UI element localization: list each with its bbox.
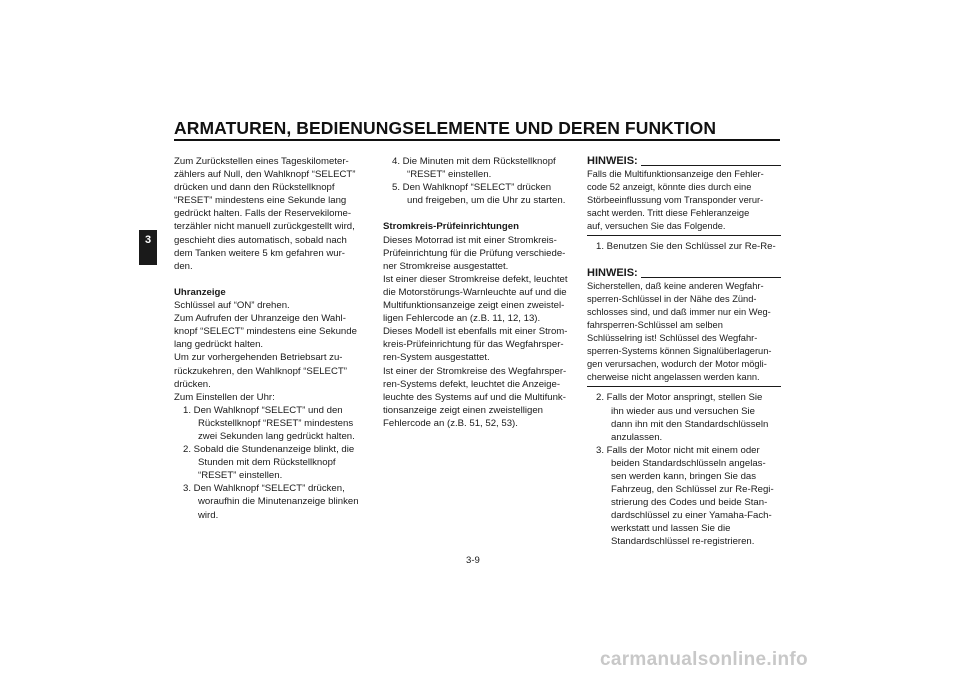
step-number: 4.: [392, 156, 403, 167]
note-heading: [587, 267, 781, 280]
step-first-line: [587, 391, 781, 404]
section-heading: Uhranzeige: [174, 286, 226, 298]
paragraph-line: geschieht dies automatisch, sobald nach: [174, 234, 347, 246]
step-number: 3.: [183, 483, 194, 495]
spacer: [587, 254, 781, 267]
title-rule: [174, 139, 780, 141]
watermark: carmanualsonline.info: [600, 649, 808, 670]
note-line: sacht werden. Tritt diese Fehleranzeige: [587, 208, 750, 219]
chapter-tab: 3: [139, 230, 157, 265]
step-text-line: dann ihn mit den Standardschlüsseln: [611, 418, 769, 430]
page-title: ARMATUREN, BEDIENUNGSELEMENTE UND DEREN FUNKTION: [174, 118, 717, 138]
paragraph-line: Fehlercode an (z.B. 51, 52, 53).: [383, 417, 518, 429]
section-heading: Stromkreis-Prüfeinrichtungen: [383, 221, 519, 233]
step-first-line: [383, 155, 578, 168]
step-number: 2.: [183, 444, 194, 456]
paragraph-line: kreis-Prüfeinrichtung für das Wegfahrsper-: [383, 339, 564, 351]
step-text-line: Standardschlüssel re-registrieren.: [611, 536, 755, 548]
step-text-line: dardschlüssel zu einer Yamaha-Fach-: [611, 510, 772, 522]
step-text-line: “RESET” einstellen.: [198, 470, 283, 482]
step-first-line: [174, 404, 369, 417]
note-end-rule: [587, 386, 781, 387]
note-line: Falls die Multifunktionsanzeige den Fehler-: [587, 169, 764, 179]
step-text-line: anzulassen.: [611, 431, 663, 443]
step-text-line: beiden Standardschlüsseln angelas-: [611, 457, 766, 469]
note-body: [587, 280, 781, 385]
step-text: Die Minuten mit dem Rückstellknopf: [402, 156, 556, 167]
note-end-rule: [587, 235, 781, 236]
step-text-line: wird.: [198, 509, 219, 521]
step-first-line: [174, 482, 369, 495]
note-line: sperren-Schlüssel in der Nähe des Zünd-: [587, 293, 757, 304]
paragraph-line: die Motorstörungs-Warnleuchte auf und die: [383, 286, 567, 298]
paragraph-line: Ist einer der Stromkreise des Wegfahrsper-: [383, 365, 567, 377]
paragraph-line: gedrückt halten. Falls der Reservekilome-: [174, 208, 352, 220]
step-number: 3.: [596, 444, 607, 456]
paragraph-line: drücken und dann den Rückstellknopf: [174, 182, 335, 194]
paragraph-line: Ist einer dieser Stromkreise defekt, leuchtet: [383, 273, 568, 285]
paragraph-line: drücken.: [174, 378, 211, 390]
step-text-line: strierung des Codes und beide Stan-: [611, 497, 768, 509]
paragraph-line: Prüfeinrichtung für die Prüfung verschiede-: [383, 247, 566, 259]
step-text-line: Stunden mit dem Rückstellknopf: [198, 457, 336, 469]
step-text: Den Wahlknopf “SELECT” drücken,: [193, 483, 345, 495]
paragraph-line: zählers auf Null, den Wahlknopf “SELECT”: [174, 169, 356, 181]
step-first-line: [587, 444, 781, 457]
column-3: [587, 155, 781, 549]
step-text: Den Wahlknopf “SELECT” drücken: [402, 182, 552, 194]
paragraph-line: Zum Aufrufen der Uhranzeige den Wahl-: [174, 313, 346, 325]
note-line: gen verursachen, wodurch der Motor mögli-: [587, 359, 767, 370]
step-text: Falls der Motor nicht mit einem oder: [606, 444, 760, 456]
note-line: cherweise nicht angelassen werden kann.: [587, 372, 760, 383]
paragraph-line: Dieses Motorrad ist mit einer Stromkreis-: [383, 234, 557, 246]
note-line: schlosses sind, und daß immer nur ein Weg-: [587, 306, 771, 317]
step-text-line: Fahrzeug, den Schlüssel zur Re-Regi-: [611, 484, 774, 496]
note-heading-rule: [641, 165, 781, 166]
paragraph-line: Um zur vorhergehenden Betriebsart zu-: [174, 352, 343, 364]
paragraph-line: Schlüssel auf “ON” drehen.: [174, 300, 290, 312]
step-text-line: woraufhin die Minutenanzeige blinken: [198, 496, 359, 508]
paragraph-line: leuchte des Systems auf und die Multifunk-: [383, 391, 566, 403]
column-1: [174, 155, 369, 522]
step-first-line: [383, 181, 578, 194]
step-number: 1.: [183, 404, 194, 416]
step-text: Sobald die Stundenanzeige blinkt, die: [193, 444, 355, 456]
note-line: Sicherstellen, daß keine anderen Wegfahr-: [587, 280, 764, 291]
step-text: Falls der Motor anspringt, stellen Sie: [606, 392, 763, 404]
note-heading-rule: [641, 277, 781, 278]
paragraph-line: dem Tanken weitere 5 km gefahren wur-: [174, 247, 345, 259]
note-body: [587, 168, 781, 233]
note-label: HINWEIS:: [587, 154, 638, 167]
step-first-line: [174, 443, 369, 456]
paragraph-line: tionsanzeige zeigt einen zweistelligen: [383, 404, 543, 416]
step-text-line: ihn wieder aus und versuchen Sie: [611, 405, 755, 417]
paragraph-line: Zum Zurückstellen eines Tageskilometer-: [174, 156, 349, 167]
step-number: 5.: [392, 182, 403, 194]
paragraph-line: Zum Einstellen der Uhr:: [174, 391, 275, 403]
spacer: [383, 207, 578, 220]
paragraph-line: ligen Fehlercode an (z.B. 11, 12, 13).: [383, 313, 541, 325]
step-text-line: “RESET” einstellen.: [407, 169, 492, 181]
paragraph-line: lang gedrückt halten.: [174, 339, 264, 351]
paragraph-line: terzähler nicht manuell zurückgestellt wird,: [174, 221, 355, 233]
note-line: auf, versuchen Sie das Folgende.: [587, 221, 726, 232]
step-number: 1.: [596, 241, 607, 253]
paragraph-line: ren-System ausgestattet.: [383, 352, 490, 364]
paragraph-line: Dieses Modell ist ebenfalls mit einer Strom-: [383, 326, 568, 338]
paragraph-line: ren-Systems defekt, leuchtet die Anzeige-: [383, 378, 561, 390]
step-text: Den Wahlknopf “SELECT” und den: [193, 404, 343, 416]
step-first-line: [587, 240, 781, 253]
note-line: fahrsperren-Schlüssel am selben: [587, 319, 723, 330]
note-line: Schlüsselring ist! Schlüssel des Wegfahr-: [587, 333, 758, 344]
paragraph-line: “RESET” mindestens eine Sekunde lang: [174, 195, 347, 207]
step-text-line: sen werden kann, bringen Sie das: [611, 470, 757, 482]
column-2: [383, 155, 578, 430]
paragraph-line: den.: [174, 260, 193, 272]
note-label: HINWEIS:: [587, 266, 638, 279]
note-line: sperren-Systems können Signalüberlagerun-: [587, 346, 772, 357]
step-text-line: zwei Sekunden lang gedrückt halten.: [198, 430, 355, 442]
note-line: code 52 anzeigt, könnte dies durch eine: [587, 182, 752, 193]
spacer: [174, 273, 369, 286]
step-text-line: Rückstellknopf “RESET” mindestens: [198, 417, 354, 429]
paragraph-line: rückzukehren, den Wahlknopf “SELECT”: [174, 365, 347, 377]
note-line: Störbeeinflussung vom Transponder verur-: [587, 195, 764, 206]
step-text-line: werkstatt und lassen Sie die: [611, 523, 731, 535]
step-number: 2.: [596, 392, 607, 404]
step-text: Benutzen Sie den Schlüssel zur Re-Re-: [606, 241, 776, 253]
paragraph-line: ner Stromkreise ausgestattet.: [383, 260, 509, 272]
step-text-line: und freigeben, um die Uhr zu starten.: [407, 195, 566, 207]
paragraph-line: knopf “SELECT” mindestens eine Sekunde: [174, 326, 357, 338]
note-heading: [587, 155, 781, 168]
paragraph-line: Multifunktionsanzeige zeigt einen zweistel-: [383, 300, 565, 312]
page-number: 3-9: [466, 555, 480, 566]
